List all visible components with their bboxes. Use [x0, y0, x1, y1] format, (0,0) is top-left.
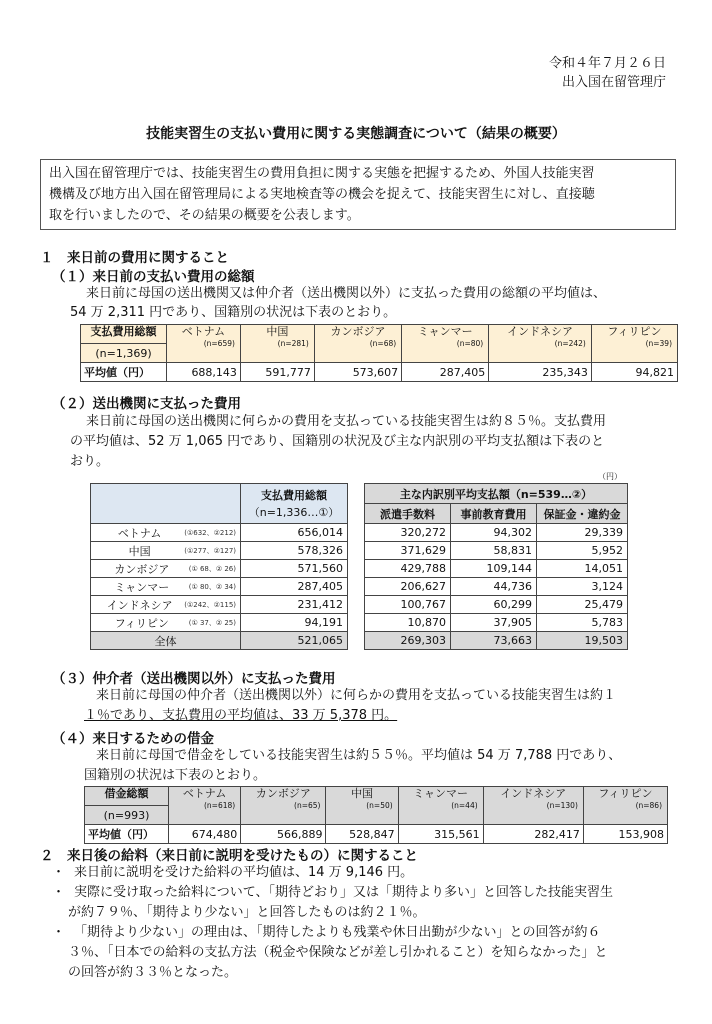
- table-cell: 14,051: [537, 560, 628, 578]
- section1-sub3-heading: （３）仲介者（送出機関以外）に支払った費用: [52, 671, 336, 687]
- table-col-header: ミャンマー (n=80): [402, 325, 489, 363]
- table-col-header: フィリピン (n=86): [583, 787, 667, 825]
- table-cell: 429,788: [365, 560, 451, 578]
- table-col-header: ベトナム (n=659): [167, 325, 241, 363]
- table-total-cell: 19,503: [537, 632, 628, 650]
- table-cell: 371,629: [365, 542, 451, 560]
- table-cell: 44,736: [451, 578, 537, 596]
- table-agency-cost: [90, 483, 348, 650]
- section1-sub1-heading: （１）来日前の支払い費用の総額: [52, 269, 255, 285]
- table-cell: 100,767: [365, 596, 451, 614]
- section1-sub4-heading: （４）来日するための借金: [52, 731, 214, 747]
- table-col-header: ベトナム (n=618): [169, 787, 241, 825]
- list-item-text: 「期待より少ない」の理由は、「期待したよりも残業や休日出勤が少ない」との回答が約６: [74, 925, 601, 940]
- list-item: [52, 863, 692, 883]
- section1-sub1-text-2: [70, 303, 396, 323]
- table-cell: 10,870: [365, 614, 451, 632]
- table-row-label: インドネシア (①242、②115): [91, 596, 241, 614]
- table-cell: 235,343: [489, 363, 592, 382]
- list-item-text: が約７９％、「期待より少ない」と回答したものは約２１％。: [68, 905, 426, 920]
- table-cell: 94,302: [451, 524, 537, 542]
- table-cell: 60,299: [451, 596, 537, 614]
- table-col-header: 中国 (n=50): [326, 787, 398, 825]
- table-col-header: 事前教育費用: [451, 504, 537, 524]
- table-col-header: 中国 (n=281): [240, 325, 314, 363]
- table-total-cell: 521,065: [241, 632, 348, 650]
- bullet-mark: ・: [52, 865, 66, 880]
- section1-sub1-text: [86, 284, 606, 304]
- section1-sub2-heading: （２）送出機関に支払った費用: [52, 396, 241, 412]
- table-cell: 25,479: [537, 596, 628, 614]
- table-label-n: (n=1,369): [81, 344, 167, 363]
- table-cell: 573,607: [314, 363, 401, 382]
- section1-heading: １ 来日前の費用に関すること: [40, 250, 229, 266]
- bullet-mark: ・: [52, 925, 66, 940]
- table-debt: [84, 786, 668, 844]
- table-row-label: 平均値（円）: [81, 363, 167, 382]
- table-row-label: ミャンマー (① 80、② 34): [91, 578, 241, 596]
- para-line: 54 万 2,311 円であり、国籍別の状況は下表のとおり。: [70, 305, 397, 320]
- table-col-header: インドネシア (n=130): [483, 787, 583, 825]
- section1-sub3-text-2: １％であり、支払費用の平均値は、33 万 5,378 円。: [84, 708, 398, 723]
- table-col-header: インドネシア (n=242): [489, 325, 592, 363]
- list-item-text: 来日前に説明を受けた給料の平均値は、14 万 9,146 円。: [74, 865, 414, 880]
- table-cell: 591,777: [240, 363, 314, 382]
- table-cell: 3,124: [537, 578, 628, 596]
- table-cell: 29,339: [537, 524, 628, 542]
- table-cell: 109,144: [451, 560, 537, 578]
- table-head: 主な内訳別平均支払額（n=539…②）: [365, 484, 628, 504]
- table-row-label: カンボジア (① 68、② 26): [91, 560, 241, 578]
- table-row-label: 平均値（円）: [85, 825, 169, 844]
- table-cell: 528,847: [326, 825, 398, 844]
- table-cell: 656,014: [241, 524, 348, 542]
- table-corner: [91, 484, 241, 524]
- list-item-text: 実際に受け取った給料について、「期待どおり」又は「期待より多い」と回答した技能実習生: [74, 885, 613, 900]
- table-cell: 206,627: [365, 578, 451, 596]
- table-cell: 566,889: [241, 825, 326, 844]
- bullet-mark: ・: [52, 885, 66, 900]
- table-total-cost: [80, 324, 678, 382]
- table-cell: 674,480: [169, 825, 241, 844]
- intro-box: [40, 159, 676, 230]
- table-cell: 153,908: [583, 825, 667, 844]
- document-header: [549, 54, 666, 92]
- intro-line: 機構及び地方出入国在留管理局による実地検査等の機会を捉えて、技能実習生に対し、直接聴: [49, 187, 595, 202]
- para-line: 来日前に母国の送出機関又は仲介者（送出機関以外）に支払った費用の総額の平均値は、: [86, 286, 607, 301]
- table-label: 借金総額: [85, 787, 169, 806]
- list-item-text: ３％、「日本での給料の支払方法（税金や保険などが差し引かれること）を知らなかった」と: [68, 945, 608, 960]
- table-cell: 37,905: [451, 614, 537, 632]
- table-col-header: 派遣手数料: [365, 504, 451, 524]
- table-total-cell: 269,303: [365, 632, 451, 650]
- table-label: 支払費用総額: [81, 325, 167, 344]
- table-cell: 578,326: [241, 542, 348, 560]
- table-col-header: カンボジア (n=65): [241, 787, 326, 825]
- table-total-cell: 73,663: [451, 632, 537, 650]
- table-cell: 688,143: [167, 363, 241, 382]
- table-cell: 231,412: [241, 596, 348, 614]
- table-cell: 287,405: [241, 578, 348, 596]
- list-item: [52, 883, 692, 923]
- section1-sub4-text: 来日前に母国で借金をしている技能実習生は約５５％。平均値は 54 万 7,788 円であり、: [96, 748, 622, 763]
- table-label-n: (n=993): [85, 806, 169, 825]
- list-item: [52, 923, 692, 983]
- intro-line: 出入国在留管理庁では、技能実習生の費用負担に関する実態を把握するため、外国人技能実習: [49, 166, 595, 181]
- table-cell: 58,831: [451, 542, 537, 560]
- table-row-label: フィリピン (① 37、② 25): [91, 614, 241, 632]
- table-col-header: 保証金・違約金: [537, 504, 628, 524]
- table-row-label: ベトナム (①632、②212): [91, 524, 241, 542]
- table-breakdown: [364, 483, 628, 650]
- document-date: 令和４年７月２６日: [548, 56, 666, 71]
- table-col-header: フィリピン (n=39): [591, 325, 677, 363]
- table-cell: 5,952: [537, 542, 628, 560]
- unit-label: （円）: [598, 472, 622, 481]
- section1-sub4-text-2: 国籍別の状況は下表のとおり。: [84, 768, 267, 783]
- table-col-header: ミャンマー (n=44): [398, 787, 483, 825]
- document-org: 出入国在留管理庁: [561, 75, 666, 90]
- table-col-header: カンボジア (n=68): [314, 325, 401, 363]
- table-cell: 571,560: [241, 560, 348, 578]
- document-title: 技能実習生の支払い費用に関する実態調査について（結果の概要）: [146, 126, 566, 142]
- table-cell: 320,272: [365, 524, 451, 542]
- list-item-text: の回答が約３３％となった。: [68, 965, 238, 980]
- section1-sub2-text-3: おり。: [70, 454, 110, 469]
- table-cell: 94,191: [241, 614, 348, 632]
- intro-line: 取を行いましたので、その結果の概要を公表します。: [49, 208, 360, 223]
- table-cell: 287,405: [402, 363, 489, 382]
- section1-sub2-text-2: の平均値は、52 万 1,065 円であり、国籍別の状況及び主な内訳別の平均支払額は下表のと: [70, 434, 605, 449]
- table-cell: 94,821: [591, 363, 677, 382]
- table-row-label: 中国 (①277、②127): [91, 542, 241, 560]
- table-total-label: 全体: [91, 632, 241, 650]
- section1-sub2-text: 来日前に母国の送出機関に何らかの費用を支払っている技能実習生は約８５％。支払費用: [86, 414, 607, 429]
- table-cell: 315,561: [398, 825, 483, 844]
- table-cell: 5,783: [537, 614, 628, 632]
- section1-sub3-text: 来日前に母国の仲介者（送出機関以外）に何らかの費用を支払っている技能実習生は約１: [96, 688, 617, 703]
- section2-heading: ２ 来日後の給料（来日前に説明を受けたもの）に関すること: [40, 848, 418, 864]
- table-col-header: 支払費用総額 （n=1,336…①）: [241, 484, 348, 524]
- table-cell: 282,417: [483, 825, 583, 844]
